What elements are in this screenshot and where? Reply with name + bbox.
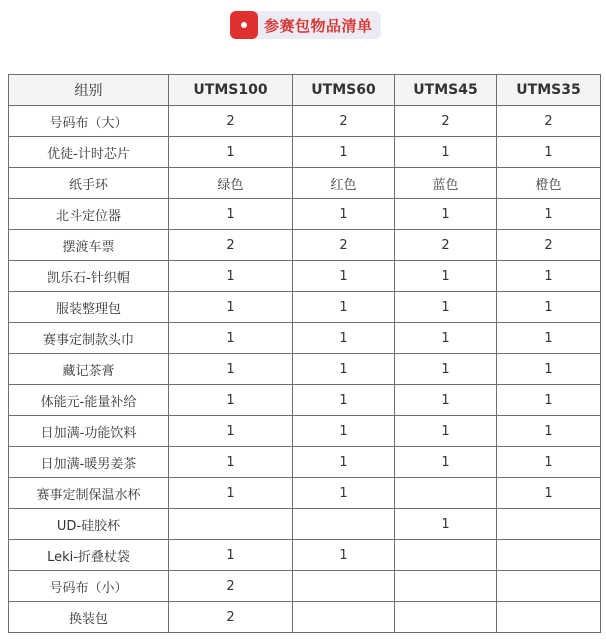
- utms60-cell: 2: [293, 230, 395, 261]
- item-name-cell: 北斗定位器: [9, 199, 169, 230]
- utms35-cell: [497, 540, 601, 571]
- item-name-cell: 号码布（大）: [9, 106, 169, 137]
- table-row: [9, 137, 601, 168]
- utms100-cell: 1: [169, 323, 293, 354]
- utms45-cell: 1: [395, 416, 497, 447]
- utms100-cell: 1: [169, 261, 293, 292]
- utms60-cell: [293, 602, 395, 633]
- race-kit-table: [8, 74, 601, 633]
- utms35-cell: [497, 571, 601, 602]
- utms100-cell: 2: [169, 230, 293, 261]
- table-row: [9, 292, 601, 323]
- utms35-cell: [497, 602, 601, 633]
- utms60-cell: 1: [293, 385, 395, 416]
- utms35-cell: 1: [497, 447, 601, 478]
- item-name-cell: 换装包: [9, 602, 169, 633]
- table-header-row: [9, 75, 601, 106]
- utms35-cell: 1: [497, 292, 601, 323]
- utms60-cell: 1: [293, 416, 395, 447]
- utms100-cell: 1: [169, 478, 293, 509]
- utms60-cell: 1: [293, 354, 395, 385]
- utms45-cell: 1: [395, 292, 497, 323]
- header-utms45: UTMS45: [395, 75, 497, 106]
- utms100-cell: [169, 509, 293, 540]
- utms60-cell: 1: [293, 540, 395, 571]
- item-name-cell: 日加满-暖男姜茶: [9, 447, 169, 478]
- utms35-cell: 1: [497, 478, 601, 509]
- utms100-cell: 2: [169, 602, 293, 633]
- table-row: [9, 106, 601, 137]
- table-row: [9, 416, 601, 447]
- utms35-cell: 1: [497, 199, 601, 230]
- utms60-cell: 红色: [293, 168, 395, 199]
- header-category: 组别: [9, 75, 169, 106]
- utms45-cell: 2: [395, 106, 497, 137]
- utms60-cell: [293, 509, 395, 540]
- utms60-cell: 1: [293, 137, 395, 168]
- utms45-cell: 1: [395, 323, 497, 354]
- utms35-cell: 1: [497, 323, 601, 354]
- table-row: [9, 478, 601, 509]
- table-row: [9, 602, 601, 633]
- utms45-cell: [395, 571, 497, 602]
- table-row: [9, 509, 601, 540]
- item-name-cell: 赛事定制款头巾: [9, 323, 169, 354]
- utms45-cell: 1: [395, 261, 497, 292]
- utms45-cell: 蓝色: [395, 168, 497, 199]
- utms45-cell: 1: [395, 509, 497, 540]
- table-row: [9, 168, 601, 199]
- table-row: [9, 261, 601, 292]
- table-row: [9, 354, 601, 385]
- utms60-cell: 2: [293, 106, 395, 137]
- utms60-cell: 1: [293, 199, 395, 230]
- table-row: [9, 385, 601, 416]
- utms35-cell: 2: [497, 230, 601, 261]
- utms60-cell: 1: [293, 447, 395, 478]
- item-name-cell: 体能元-能量补给: [9, 385, 169, 416]
- utms100-cell: 1: [169, 447, 293, 478]
- utms45-cell: [395, 478, 497, 509]
- utms100-cell: 1: [169, 540, 293, 571]
- item-name-cell: 赛事定制保温水杯: [9, 478, 169, 509]
- utms60-cell: 1: [293, 292, 395, 323]
- utms45-cell: 1: [395, 137, 497, 168]
- utms45-cell: 1: [395, 385, 497, 416]
- utms35-cell: 1: [497, 261, 601, 292]
- table-row: [9, 447, 601, 478]
- utms35-cell: 1: [497, 354, 601, 385]
- utms35-cell: 1: [497, 416, 601, 447]
- item-name-cell: 纸手环: [9, 168, 169, 199]
- utms100-cell: 1: [169, 199, 293, 230]
- utms60-cell: [293, 571, 395, 602]
- utms35-cell: 2: [497, 106, 601, 137]
- utms100-cell: 绿色: [169, 168, 293, 199]
- item-name-cell: 号码布（小）: [9, 571, 169, 602]
- page-title-badge: [230, 11, 381, 39]
- utms35-cell: 1: [497, 137, 601, 168]
- utms100-cell: 1: [169, 137, 293, 168]
- utms45-cell: [395, 540, 497, 571]
- header-utms100: UTMS100: [169, 75, 293, 106]
- utms45-cell: 1: [395, 447, 497, 478]
- utms100-cell: 1: [169, 385, 293, 416]
- utms100-cell: 1: [169, 416, 293, 447]
- utms45-cell: [395, 602, 497, 633]
- table-row: [9, 571, 601, 602]
- item-name-cell: Leki-折叠杖袋: [9, 540, 169, 571]
- header-utms35: UTMS35: [497, 75, 601, 106]
- item-name-cell: 藏记茶膏: [9, 354, 169, 385]
- table-row: [9, 230, 601, 261]
- utms45-cell: 1: [395, 199, 497, 230]
- utms45-cell: 1: [395, 354, 497, 385]
- page-title: 参赛包物品清单: [264, 16, 373, 35]
- table-row: [9, 540, 601, 571]
- utms35-cell: [497, 509, 601, 540]
- utms100-cell: 1: [169, 354, 293, 385]
- utms100-cell: 2: [169, 106, 293, 137]
- header-utms60: UTMS60: [293, 75, 395, 106]
- utms60-cell: 1: [293, 478, 395, 509]
- item-name-cell: 服装整理包: [9, 292, 169, 323]
- table-row: [9, 323, 601, 354]
- utms100-cell: 2: [169, 571, 293, 602]
- utms100-cell: 1: [169, 292, 293, 323]
- utms60-cell: 1: [293, 261, 395, 292]
- utms45-cell: 2: [395, 230, 497, 261]
- item-name-cell: 日加满-功能饮料: [9, 416, 169, 447]
- item-name-cell: 摆渡车票: [9, 230, 169, 261]
- dot-icon: [230, 11, 258, 39]
- table-row: [9, 199, 601, 230]
- utms35-cell: 橙色: [497, 168, 601, 199]
- utms35-cell: 1: [497, 385, 601, 416]
- item-name-cell: 凯乐石-针织帽: [9, 261, 169, 292]
- table-body: [9, 106, 601, 633]
- item-name-cell: UD-硅胶杯: [9, 509, 169, 540]
- item-name-cell: 优徒-计时芯片: [9, 137, 169, 168]
- utms60-cell: 1: [293, 323, 395, 354]
